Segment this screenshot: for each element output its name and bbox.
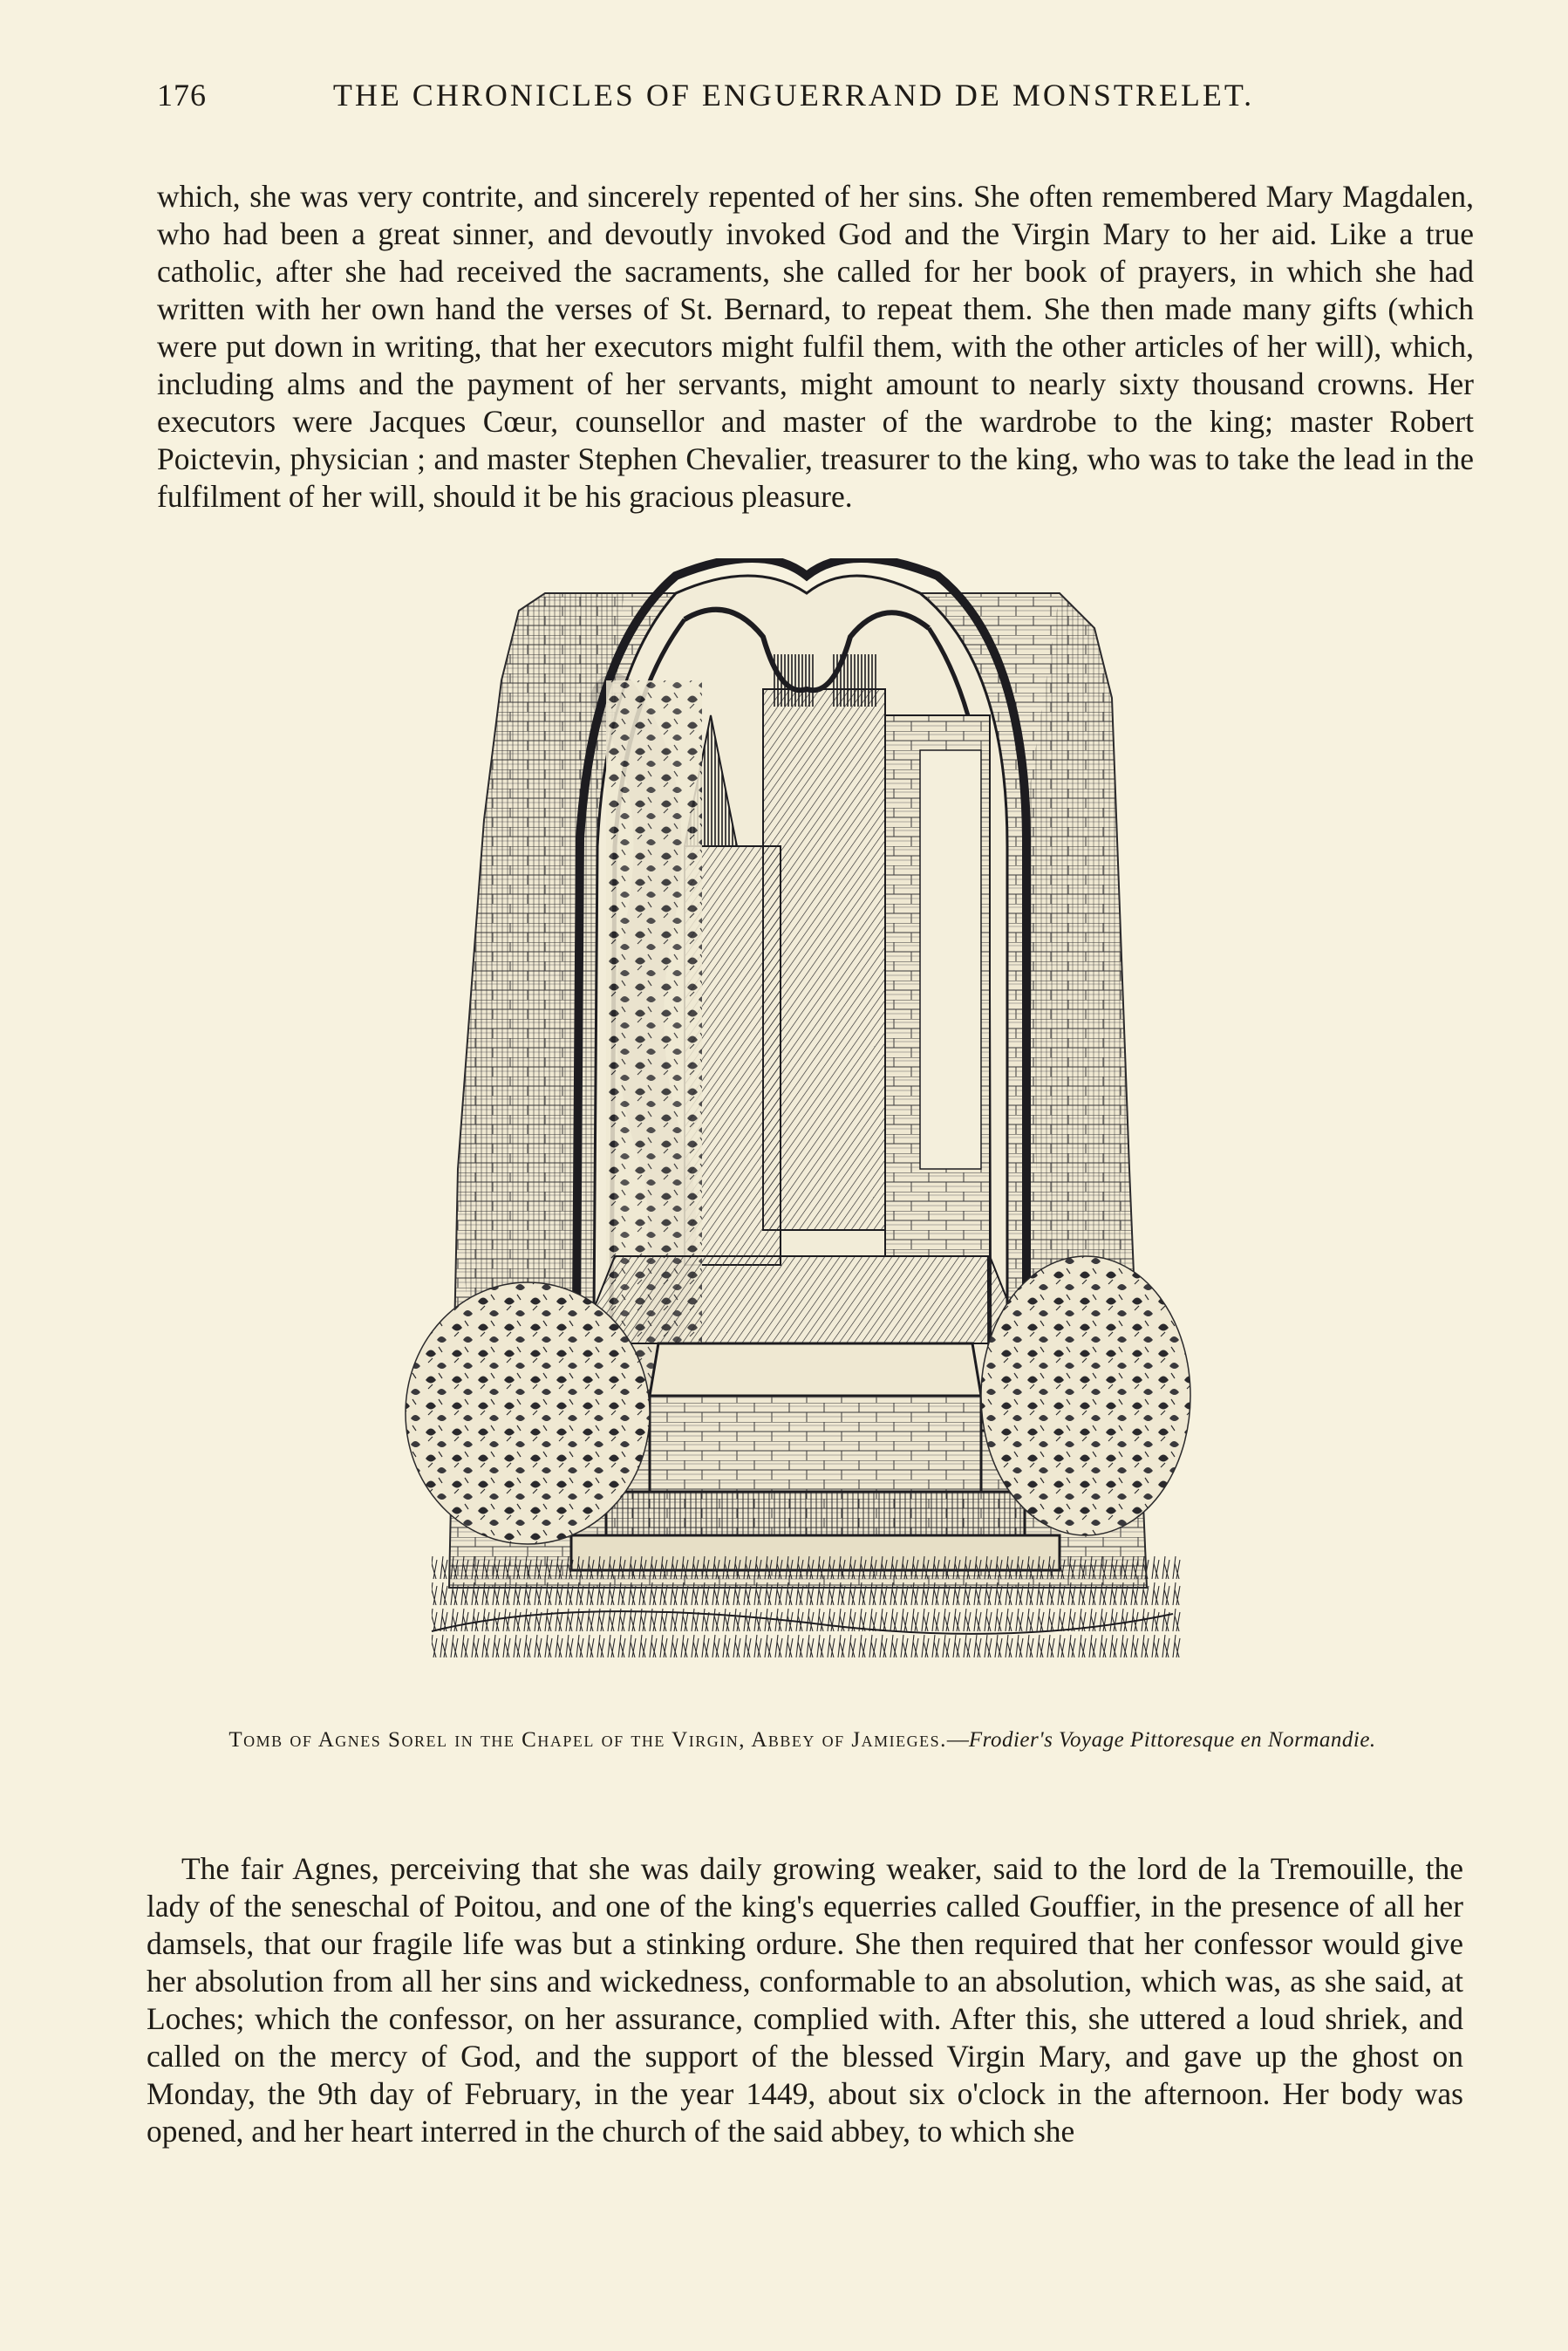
caption-dash: — [946, 1728, 969, 1752]
body-paragraph-top: which, she was very contrite, and sincerely repented of her sins. She often remembered Mary Magdalen, who had been a great sinner, and devoutly invoked God and the Virgin Mary to her aid. Like a true catholic, after she had received the sacraments, she called for her book of prayers, in which she had written with her own hand the verses of St. Bernard, to repeat them. She then made many gifts (which were put down in writing, that her executors might fulfil them, with the other articles of her will), which, including alms and the payment of her servants, might amount to nearly sixty thousand crowns. Her executors were Jacques Cœur, counsellor and master of the wardrobe to the king; master Robert Poictevin, physician ; and master Stephen Chevalier, treasurer to the king, who was to take the lead in the fulfilment of her will, should it be his gracious pleasure. [157, 178, 1474, 514]
body-paragraph-bottom: The fair Agnes, perceiving that she was daily growing weaker, said to the lord de la Tremouille, the lady of the seneschal of Poitou, and one of the king's equerries called Gouffier, in the presence of all her damsels, that our fragile life was but a stinking ordure. She then required that her confessor would give her absolution from all her sins and wickedness, conformable to an absolution, which was, as she said, at Loches; which the confessor, on her assurance, complied with. After this, she uttered a loud shriek, and called on the mercy of God, and the support of the blessed Virgin Mary, and gave up the ghost on Monday, the 9th day of February, in the year 1449, about six o'clock in the afternoon. Her body was opened, and her heart interred in the church of the said abbey, to which she [147, 1850, 1463, 2149]
caption-source: Frodier's Voyage Pittoresque en Normandie. [968, 1728, 1376, 1752]
running-title: THE CHRONICLES OF ENGUERRAND DE MONSTRELET. [332, 78, 1255, 113]
page-number: 176 [157, 78, 207, 113]
running-head [157, 77, 1395, 120]
figure-caption [144, 1727, 1461, 1753]
engraving-illustration [397, 558, 1203, 1684]
caption-title: Tomb of Agnes Sorel in the Chapel of the Virgin, Abbey of Jamieges. [228, 1728, 947, 1752]
